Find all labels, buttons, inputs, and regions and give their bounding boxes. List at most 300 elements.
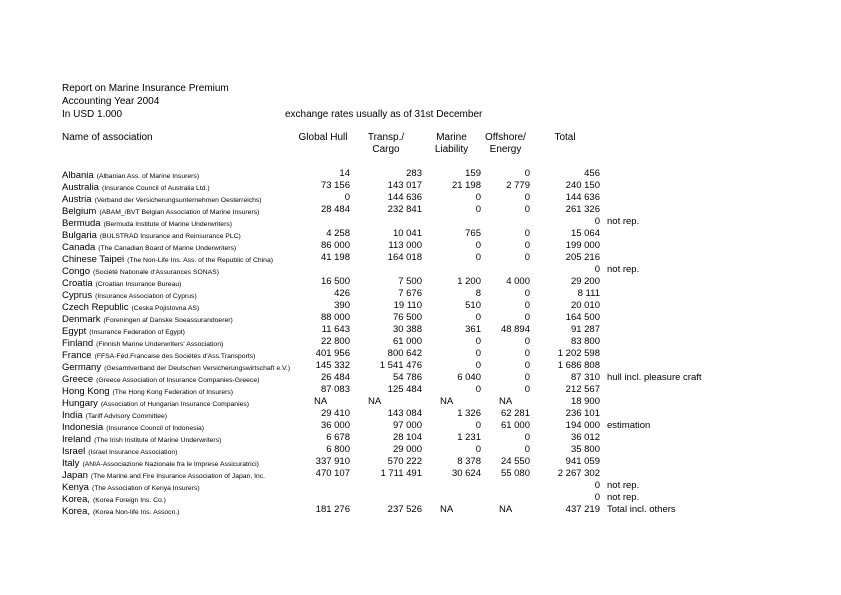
table-row [62, 276, 778, 288]
global-hull-value: 4 258 [326, 228, 350, 239]
transp-cargo-value: 237 526 [387, 504, 422, 515]
country-name: Chinese Taipei [62, 254, 125, 265]
offshore-energy-value: 61 000 [500, 420, 530, 431]
offshore-energy-value: 0 [524, 444, 530, 455]
country-name: Canada [62, 242, 96, 253]
name-cell [62, 204, 296, 216]
offshore-energy-value: 0 [524, 312, 530, 323]
country-name: Albania [62, 170, 94, 181]
name-cell [62, 480, 296, 492]
marine-liability-value: 0 [475, 348, 481, 359]
offshore-energy-value [481, 492, 530, 504]
total-value: 205 216 [565, 252, 600, 263]
table-header-row [62, 132, 600, 156]
transp-cargo-value [350, 492, 422, 504]
association-name: (Insurance Association of Cyprus) [95, 293, 197, 300]
global-hull-value: 6 800 [326, 444, 350, 455]
row-note [600, 228, 778, 240]
association-name: (Korea Foreign Ins. Co.) [93, 497, 166, 504]
name-cell [62, 276, 296, 288]
table-row [62, 456, 778, 468]
transp-cargo-value: 164 018 [387, 252, 422, 263]
association-name: (ABAM_/BVT Belgian Association of Marine Insurers) [99, 209, 260, 216]
offshore-energy-value: 0 [524, 252, 530, 263]
table-row [62, 492, 778, 504]
country-name: Egypt [62, 326, 87, 337]
offshore-energy-value: NA [499, 396, 513, 407]
offshore-energy-value: 48 894 [500, 324, 530, 335]
table-row [62, 300, 778, 312]
country-name: Bulgaria [62, 230, 97, 241]
accounting-year: Accounting Year 2004 [62, 96, 160, 107]
association-name: (Société Nationale d'Assurances SONAS) [93, 269, 219, 276]
marine-liability-value: NA [440, 504, 454, 515]
name-cell [62, 396, 296, 408]
total-value: 36 012 [570, 432, 600, 443]
currency-unit: In USD 1.000 [62, 109, 123, 120]
row-note [600, 468, 778, 480]
total-value: 236 101 [565, 408, 600, 419]
name-cell [62, 444, 296, 456]
country-name: Denmark [62, 314, 101, 325]
country-name: Hungary [62, 398, 98, 409]
transp-cargo-value: 570 222 [387, 456, 422, 467]
transp-cargo-value: 28 104 [392, 432, 422, 443]
association-name: (Insurance Federation of Egypt) [89, 329, 185, 336]
association-name: (Korea Non-life Ins. Assocn.) [93, 509, 180, 516]
total-value: 35 800 [570, 444, 600, 455]
name-cell [62, 420, 296, 432]
global-hull-value: 426 [334, 288, 350, 299]
total-value: 8 111 [577, 288, 600, 299]
total-value: 0 [594, 492, 600, 503]
row-note [600, 396, 778, 408]
table-row [62, 372, 778, 384]
global-hull-value: 28 484 [320, 204, 350, 215]
marine-liability-value: 1 200 [457, 276, 481, 287]
name-cell [62, 336, 296, 348]
offshore-energy-value [481, 480, 530, 492]
global-hull-value: 145 332 [315, 360, 350, 371]
country-name: Czech Republic [62, 302, 129, 313]
transp-cargo-value: 97 000 [392, 420, 422, 431]
table-row [62, 336, 778, 348]
association-name: (Association of Hungarian Insurance Companies) [100, 401, 250, 408]
table-row [62, 240, 778, 252]
marine-liability-value: 765 [465, 228, 481, 239]
global-hull-value: 337 910 [315, 456, 350, 467]
offshore-energy-value: 0 [524, 372, 530, 383]
global-hull-value: 26 484 [320, 372, 350, 383]
offshore-energy-value: 0 [524, 348, 530, 359]
association-name: (Bermuda Institute of Marine Underwriters) [103, 221, 232, 228]
row-note: not rep. [607, 492, 640, 503]
marine-liability-value: 1 231 [457, 432, 481, 443]
row-note: not rep. [607, 264, 640, 275]
table-row [62, 228, 778, 240]
table-row [62, 312, 778, 324]
name-cell [62, 492, 296, 504]
marine-liability-value: 0 [475, 444, 481, 455]
name-cell [62, 168, 296, 180]
name-cell [62, 252, 296, 264]
table-row [62, 444, 778, 456]
exchange-rate-note: exchange rates usually as of 31st December [285, 109, 483, 120]
transp-cargo-value: 1 541 476 [379, 360, 422, 371]
global-hull-value: 181 276 [315, 504, 350, 515]
country-name: Korea, [62, 494, 90, 505]
country-name: Croatia [62, 278, 93, 289]
offshore-energy-value: 0 [524, 336, 530, 347]
transp-cargo-value: 29 000 [392, 444, 422, 455]
row-note [600, 336, 778, 348]
row-note [600, 444, 778, 456]
country-name: Hong Kong [62, 386, 110, 397]
marine-liability-value: 6 040 [457, 372, 481, 383]
offshore-energy-value: 55 080 [500, 468, 530, 479]
association-name: (FFSA-Féd.Francaise des Sociétés d'Ass.Transports) [94, 353, 256, 360]
association-name: (Finnish Marine Underwriters' Association) [96, 341, 224, 348]
total-value: 240 150 [565, 180, 600, 191]
total-value: 941 059 [565, 456, 600, 467]
global-hull-value: 11 643 [321, 324, 350, 335]
country-name: France [62, 350, 92, 361]
association-name: (Insurance Council of Australia Ltd.) [101, 185, 210, 192]
name-cell [62, 468, 296, 480]
country-name: Germany [62, 362, 102, 373]
marine-liability-value: 0 [475, 252, 481, 263]
row-note [600, 252, 778, 264]
row-note [600, 408, 778, 420]
transp-cargo-value: 10 041 [392, 228, 422, 239]
country-name: Israel [62, 446, 86, 457]
global-hull-value: 29 410 [320, 408, 350, 419]
offshore-energy-value: 4 000 [506, 276, 530, 287]
name-cell [62, 324, 296, 336]
total-value: 20 010 [570, 300, 600, 311]
total-value: 15 064 [570, 228, 600, 239]
association-name: (Insurance Council of Indonesia) [106, 425, 205, 432]
marine-liability-value: 159 [465, 168, 481, 179]
transp-cargo-value: 232 841 [387, 204, 422, 215]
transp-cargo-value: 1 711 491 [380, 468, 422, 479]
header-transp-cargo: Transp./ Cargo [367, 132, 405, 155]
transp-cargo-value: 800 642 [387, 348, 422, 359]
table-body [62, 168, 778, 516]
row-note [600, 204, 778, 216]
transp-cargo-value: 61 000 [392, 336, 422, 347]
table-row [62, 348, 778, 360]
name-cell [62, 300, 296, 312]
global-hull-value: 6 678 [326, 432, 350, 443]
country-name: Australia [62, 182, 99, 193]
name-cell [62, 348, 296, 360]
offshore-energy-value [481, 264, 530, 276]
transp-cargo-value: 283 [406, 168, 422, 179]
total-value: 261 326 [565, 204, 600, 215]
country-name: India [62, 410, 83, 421]
global-hull-value: 86 000 [320, 240, 350, 251]
transp-cargo-value: 143 017 [387, 180, 422, 191]
total-value: 87 310 [570, 372, 600, 383]
row-note [600, 300, 778, 312]
transp-cargo-value: 54 786 [392, 372, 422, 383]
header-global-hull: Global Hull [298, 132, 348, 143]
country-name: Japan [62, 470, 88, 481]
transp-cargo-value: 7 500 [398, 276, 422, 287]
global-hull-value: 22 800 [320, 336, 350, 347]
table-row [62, 168, 778, 180]
global-hull-value [296, 216, 350, 228]
offshore-energy-value: 0 [524, 300, 530, 311]
offshore-energy-value: 0 [524, 360, 530, 371]
title-block [62, 82, 483, 121]
total-value: 1 202 598 [557, 348, 600, 359]
offshore-energy-value: 0 [524, 288, 530, 299]
marine-liability-value: 1 326 [457, 408, 481, 419]
offshore-energy-value: 0 [524, 204, 530, 215]
association-name: (Tariff Advisory Committee) [85, 413, 168, 420]
transp-cargo-value: 76 500 [392, 312, 422, 323]
association-name: (The Association of Kenya Insurers) [91, 485, 200, 492]
name-cell [62, 312, 296, 324]
global-hull-value: 73 156 [320, 180, 350, 191]
total-value: 437 219 [565, 504, 600, 515]
name-cell [62, 192, 296, 204]
row-note: not rep. [607, 216, 640, 227]
row-note [600, 276, 778, 288]
transp-cargo-value: NA [368, 396, 382, 407]
total-value: 212 567 [565, 384, 600, 395]
table-row [62, 216, 778, 228]
association-name: (Gesamtverband der Deutschen Versicherungswirtschaft e.V.) [104, 365, 291, 372]
transp-cargo-value [350, 480, 422, 492]
total-value: 2 267 302 [557, 468, 600, 479]
table-row [62, 468, 778, 480]
currency-unit-line [62, 108, 483, 121]
row-note [600, 324, 778, 336]
global-hull-value: 87 083 [320, 384, 350, 395]
global-hull-value [296, 480, 350, 492]
name-cell [62, 360, 296, 372]
marine-liability-value: 361 [465, 324, 481, 335]
total-value: 0 [594, 264, 600, 275]
table-row [62, 252, 778, 264]
marine-liability-value: 30 624 [451, 468, 481, 479]
global-hull-value: 36 000 [320, 420, 350, 431]
total-value: 1 686 808 [557, 360, 600, 371]
table-row [62, 480, 778, 492]
offshore-energy-value: 0 [524, 240, 530, 251]
association-name: (The Irish Institute of Marine Underwriters) [94, 437, 222, 444]
association-name: (Israel Insurance Association) [88, 449, 178, 456]
country-name: Indonesia [62, 422, 104, 433]
global-hull-value: 16 500 [320, 276, 350, 287]
country-name: Finland [62, 338, 94, 349]
marine-liability-value: 0 [475, 312, 481, 323]
association-name: (Croatian Insurance Bureau) [95, 281, 182, 288]
global-hull-value: 41 198 [320, 252, 350, 263]
table-row [62, 192, 778, 204]
table-row [62, 408, 778, 420]
global-hull-value: 470 107 [315, 468, 350, 479]
header-name-of-association: Name of association [62, 132, 153, 143]
association-name: (ANIA-Associazione Nazionale fra le Imprese Assicuratrici) [82, 461, 259, 468]
marine-liability-value: 0 [475, 204, 481, 215]
association-name: (The Hong Kong Federation of Insurers) [112, 389, 234, 396]
row-note [600, 288, 778, 300]
name-cell [62, 240, 296, 252]
global-hull-value [296, 492, 350, 504]
row-note: estimation [607, 420, 651, 431]
offshore-energy-value: 62 281 [500, 408, 530, 419]
table-row [62, 432, 778, 444]
marine-liability-value: 0 [475, 192, 481, 203]
transp-cargo-value: 125 484 [387, 384, 422, 395]
row-note [600, 432, 778, 444]
marine-liability-value: 8 [475, 288, 481, 299]
country-name: Cyprus [62, 290, 93, 301]
marine-liability-value: 0 [475, 420, 481, 431]
offshore-energy-value: NA [499, 504, 513, 515]
association-name: (The Canadian Board of Marine Underwriters) [98, 245, 237, 252]
row-note [600, 168, 778, 180]
marine-liability-value: 0 [475, 360, 481, 371]
transp-cargo-value [350, 216, 422, 228]
marine-liability-value: 0 [475, 240, 481, 251]
total-value: 83 800 [570, 336, 600, 347]
name-cell [62, 180, 296, 192]
transp-cargo-value: 113 000 [388, 240, 422, 251]
row-note [600, 348, 778, 360]
offshore-energy-value [481, 216, 530, 228]
name-cell [62, 504, 296, 516]
row-note [600, 384, 778, 396]
marine-liability-value: 0 [475, 384, 481, 395]
association-name: (The Marine and Fire Insurance Association of Japan, Inc. [90, 473, 266, 480]
marine-liability-value [422, 492, 481, 504]
report-title: Report on Marine Insurance Premium [62, 83, 229, 94]
transp-cargo-value: 30 388 [392, 324, 422, 335]
name-cell [62, 408, 296, 420]
transp-cargo-value: 143 084 [387, 408, 422, 419]
offshore-energy-value: 2 779 [506, 180, 530, 191]
total-value: 144 636 [565, 192, 600, 203]
offshore-energy-value: 0 [524, 192, 530, 203]
country-name: Korea, [62, 506, 90, 517]
header-marine-liability: Marine Liability [434, 132, 469, 155]
country-name: Belgium [62, 206, 97, 217]
offshore-energy-value: 0 [524, 228, 530, 239]
association-name: (BULSTRAD Insurance and Reinsurance PLC) [99, 233, 241, 240]
transp-cargo-value: 19 110 [393, 300, 422, 311]
country-name: Kenya [62, 482, 89, 493]
table-row [62, 384, 778, 396]
total-value: 29 200 [570, 276, 600, 287]
table-row [62, 180, 778, 192]
table-row [62, 324, 778, 336]
table-row [62, 396, 778, 408]
transp-cargo-value: 7 676 [398, 288, 422, 299]
table-row [62, 288, 778, 300]
marine-liability-value [422, 216, 481, 228]
name-cell [62, 432, 296, 444]
offshore-energy-value: 0 [524, 432, 530, 443]
association-name: (Foreningen af Danske Soeassurandoerer) [103, 317, 233, 324]
total-value: 456 [584, 168, 600, 179]
name-cell [62, 372, 296, 384]
row-note [600, 180, 778, 192]
transp-cargo-value: 144 636 [387, 192, 422, 203]
row-note: hull incl. pleasure craft [607, 372, 702, 383]
global-hull-value: 401 956 [315, 348, 350, 359]
table-row [62, 420, 778, 432]
country-name: Austria [62, 194, 92, 205]
marine-liability-value: 21 198 [451, 180, 481, 191]
header-offshore-energy: Offshore/ Energy [485, 132, 526, 155]
total-value: 0 [594, 480, 600, 491]
marine-liability-value: 510 [465, 300, 481, 311]
country-name: Congo [62, 266, 90, 277]
global-hull-value [296, 264, 350, 276]
header-total: Total [554, 132, 576, 143]
association-name: (Albanian Ass. of Marine Insurers) [96, 173, 200, 180]
name-cell [62, 288, 296, 300]
global-hull-value: 88 000 [320, 312, 350, 323]
row-note [600, 360, 778, 372]
marine-liability-value: NA [440, 396, 454, 407]
table-row [62, 504, 778, 516]
marine-liability-value [422, 480, 481, 492]
transp-cargo-value [350, 264, 422, 276]
association-name: (The Non-Life Ins. Ass. of the Republic of China) [127, 257, 273, 264]
country-name: Ireland [62, 434, 92, 445]
row-note [600, 192, 778, 204]
country-name: Bermuda [62, 218, 101, 229]
country-name: Italy [62, 458, 80, 469]
total-value: 194 000 [565, 420, 600, 431]
total-value: 91 287 [570, 324, 600, 335]
association-name: (Verband der Versicherungsunternehmen Oesterreichs) [94, 197, 262, 204]
name-cell [62, 216, 296, 228]
row-note: Total incl. others [607, 504, 676, 515]
name-cell [62, 228, 296, 240]
row-note: not rep. [607, 480, 640, 491]
name-cell [62, 456, 296, 468]
total-value: 199 000 [565, 240, 600, 251]
name-cell [62, 384, 296, 396]
name-cell [62, 264, 296, 276]
global-hull-value: 390 [334, 300, 350, 311]
table-row [62, 264, 778, 276]
row-note [600, 456, 778, 468]
table-row [62, 204, 778, 216]
association-name: (Ceska Pojistovna AS) [131, 305, 200, 312]
offshore-energy-value: 0 [524, 384, 530, 395]
offshore-energy-value: 0 [524, 168, 530, 179]
total-value: 164 500 [565, 312, 600, 323]
table-row [62, 360, 778, 372]
marine-liability-value: 8 378 [457, 456, 481, 467]
global-hull-value: NA [314, 396, 328, 407]
global-hull-value: 14 [339, 168, 350, 179]
row-note [600, 240, 778, 252]
country-name: Greece [62, 374, 94, 385]
global-hull-value: 0 [344, 192, 350, 203]
total-value: 18 900 [570, 396, 600, 407]
offshore-energy-value: 24 550 [500, 456, 530, 467]
marine-liability-value [422, 264, 481, 276]
